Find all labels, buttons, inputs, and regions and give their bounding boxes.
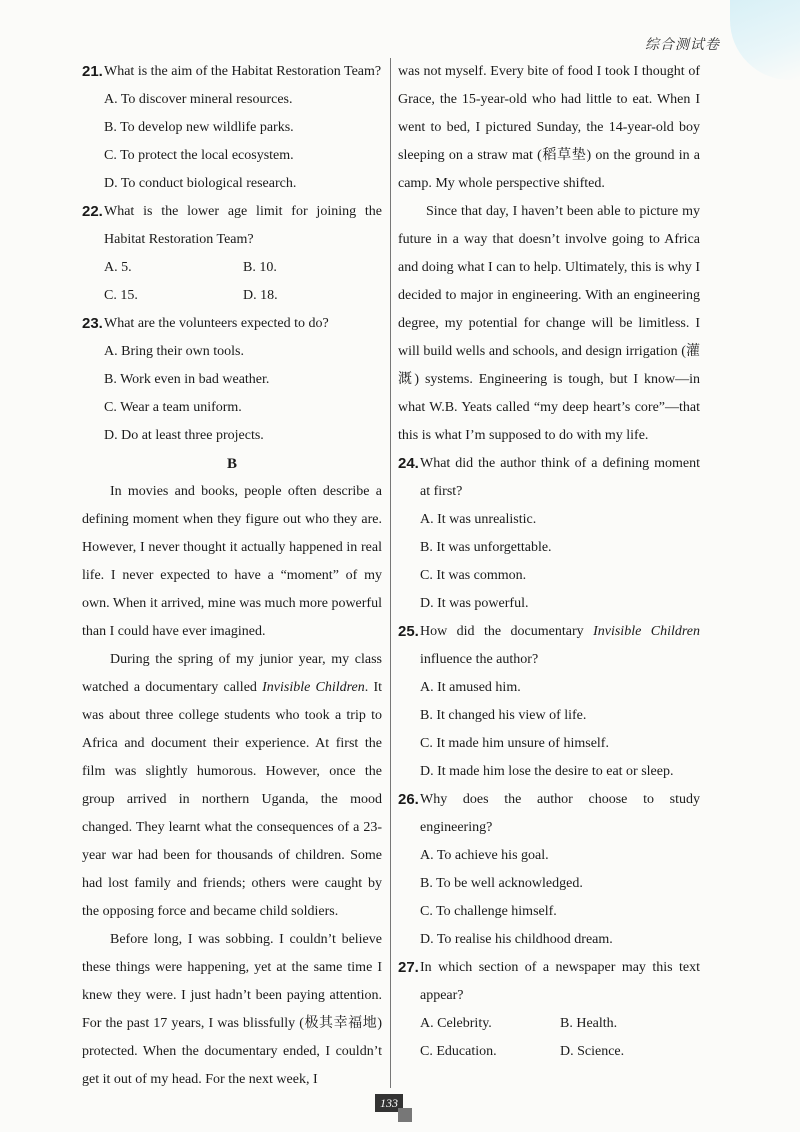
question-21 (82, 58, 382, 86)
question-text: Why does the author choose to study engineering? (420, 792, 700, 835)
option-c: C. It was common. (420, 568, 527, 583)
option-a: A. Bring their own tools. (104, 344, 244, 359)
question-text-part: How did the documentary (420, 624, 594, 639)
options-row (398, 1010, 700, 1038)
option-c: C. It made him unsure of himself. (420, 736, 609, 751)
option-d: D. Science. (560, 1044, 625, 1059)
header-label: 综合测试卷 (645, 38, 720, 53)
paragraph-text: During the spring of my junior year, my class watched a documentary called (82, 652, 382, 695)
option-b: B. Work even in bad weather. (104, 372, 270, 387)
option-a: A. To achieve his goal. (420, 848, 549, 863)
option-a: A. To discover mineral resources. (104, 92, 293, 107)
right-column (398, 58, 700, 1066)
question-26 (398, 786, 700, 842)
passage-paragraph-2 (82, 646, 382, 926)
question-text-part: influence the author? (420, 652, 539, 667)
paragraph-text: . It was about three college students who took a trip to Africa and document their experience. At first the film was slightly humorous. However, once the group arrived in northern Uganda, the mood changed. They learnt what the consequences of a 23-year war had been for thousands of children. Some had lost family and friends; others were caught by the opposing force and became child soldiers. (82, 680, 383, 919)
passage-paragraph-3-continued: was not myself. Every bite of food I took I thought of Grace, the 15-year-old who had little to eat. When I went to bed, I pictured Sunday, the 14-year-old boy sleeping on a straw mat (稻草垫) on the ground in a camp. My whole perspective shifted. (398, 64, 700, 191)
options-row (398, 1038, 700, 1066)
passage-paragraph-3: Before long, I was sobbing. I couldn’t believe these things were happening, yet at the same time I knew they were. I just hadn’t been paying attention. For the past 17 years, I was blissfully (极其幸福地) protected. When the documentary ended, I couldn’t get it out of my head. For the next week, I (82, 932, 382, 1087)
option-a: A. 5. (104, 260, 132, 275)
option-a: A. Celebrity. (420, 1016, 492, 1031)
page-number-decoration (398, 1108, 412, 1122)
question-text: What did the author think of a defining moment at first? (420, 456, 700, 499)
corner-decoration (730, 0, 800, 80)
question-text (420, 618, 700, 674)
section-label: B (226, 456, 237, 472)
option-a: A. It was unrealistic. (420, 512, 537, 527)
left-column (82, 58, 382, 1094)
option-c: C. To challenge himself. (420, 904, 557, 919)
question-text: What is the lower age limit for joining the Habitat Restoration Team? (104, 204, 382, 247)
page-number: 133 (375, 1094, 403, 1112)
question-24 (398, 450, 700, 506)
option-c: C. To protect the local ecosystem. (104, 148, 294, 163)
question-text: What is the aim of the Habitat Restoration Team? (104, 64, 382, 79)
option-b: B. To be well acknowledged. (420, 876, 583, 891)
column-divider (390, 58, 391, 1088)
option-b: B. It was unforgettable. (420, 540, 552, 555)
option-c: C. Wear a team uniform. (104, 400, 242, 415)
question-number: 23. (82, 315, 103, 332)
option-d: D. It was powerful. (420, 596, 529, 611)
option-d: D. It made him lose the desire to eat or sleep. (420, 764, 674, 779)
option-c: C. Education. (420, 1044, 497, 1059)
options-row (82, 282, 382, 310)
question-25 (398, 618, 700, 674)
question-number: 21. (82, 63, 103, 80)
documentary-title: Invisible Children (262, 680, 365, 695)
option-c: C. 15. (104, 288, 138, 303)
question-number: 26. (398, 791, 419, 808)
option-d: D. Do at least three projects. (104, 428, 264, 443)
question-22 (82, 198, 382, 254)
passage-paragraph-4: Since that day, I haven’t been able to picture my future in a way that doesn’t involve going to Africa and doing what I can to help. Ultimately, this is why I decided to major in engineering. With an engineering degree, my potential for change will be limitless. I will build wells and schools, and design irrigation (灌溉) systems. Engineering is tough, but I know—in what W.B. Yeats called “my deep heart’s core”—that this is what I’m supposed to do with my life. (398, 204, 700, 443)
question-number: 22. (82, 203, 103, 220)
question-23 (82, 310, 382, 338)
question-number: 27. (398, 959, 419, 976)
options-row (82, 254, 382, 282)
option-b: B. It changed his view of life. (420, 708, 587, 723)
passage-paragraph-1: In movies and books, people often describe a defining moment when they figure out who they are. However, I never thought it actually happened in real life. I never expected to have a “moment” of my own. When it arrived, mine was much more powerful than I could have ever imagined. (82, 484, 382, 639)
option-a: A. It amused him. (420, 680, 521, 695)
question-number: 24. (398, 455, 419, 472)
question-text: What are the volunteers expected to do? (104, 316, 329, 331)
question-number: 25. (398, 623, 419, 640)
option-d: D. To conduct biological research. (104, 176, 297, 191)
option-b: B. To develop new wildlife parks. (104, 120, 294, 135)
question-27 (398, 954, 700, 1010)
option-d: D. To realise his childhood dream. (420, 932, 613, 947)
option-b: B. 10. (243, 260, 277, 275)
option-b: B. Health. (560, 1016, 618, 1031)
documentary-title: Invisible Children (593, 624, 701, 639)
option-d: D. 18. (243, 288, 278, 303)
question-text: In which section of a newspaper may this text appear? (420, 960, 700, 1003)
